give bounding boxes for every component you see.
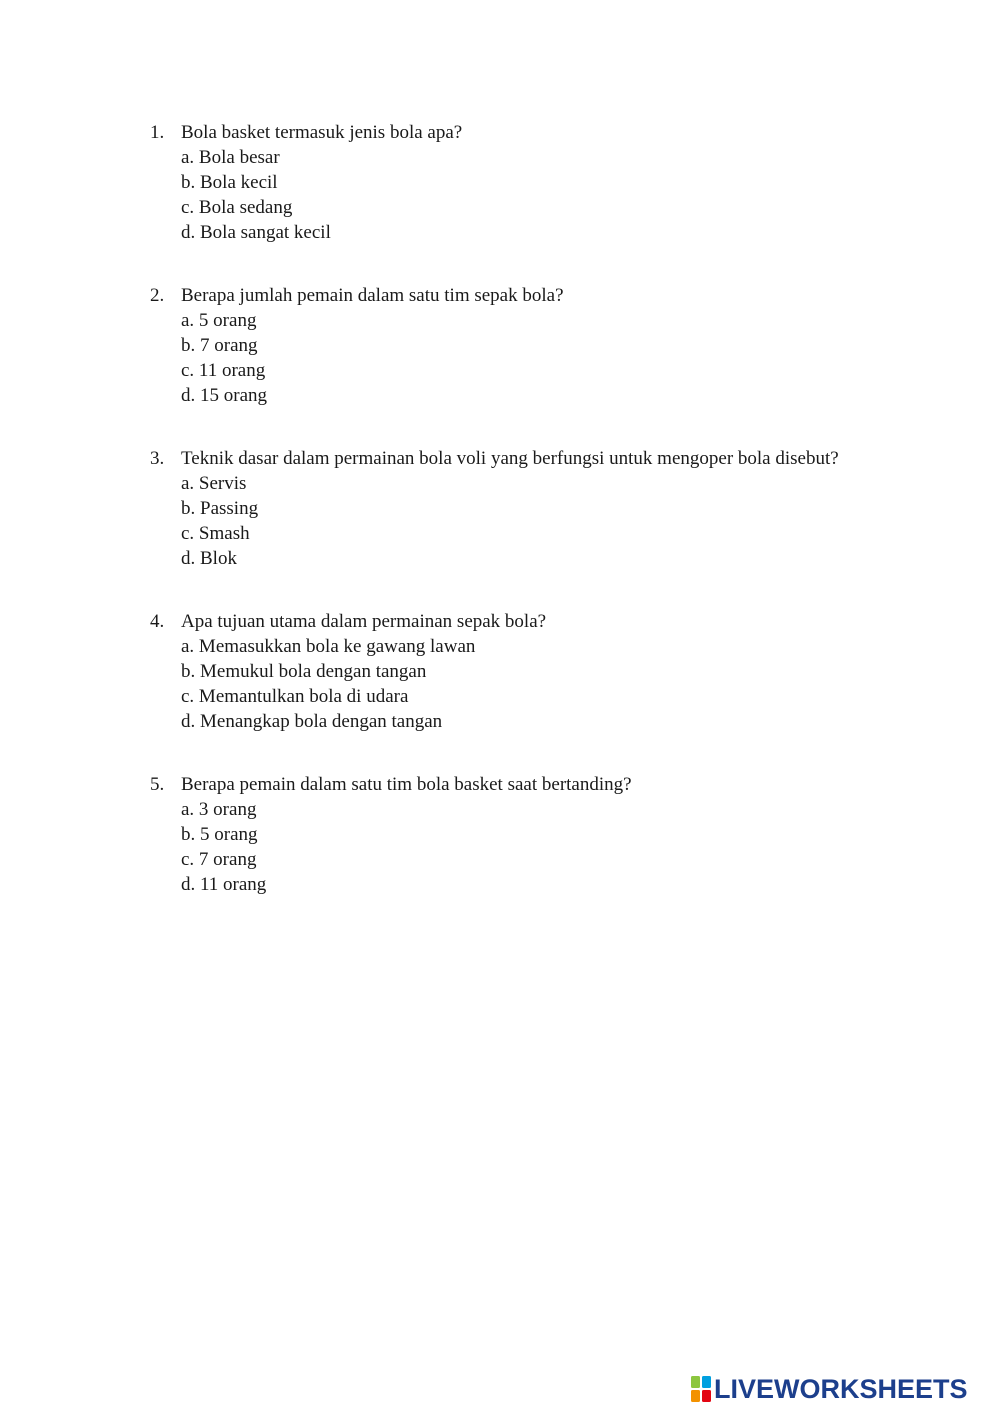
option-b[interactable]: b. Bola kecil: [181, 172, 278, 193]
question-header: [150, 283, 840, 308]
option-b[interactable]: b. 5 orang: [181, 824, 258, 845]
option-list: [150, 634, 840, 734]
question-text: Berapa pemain dalam satu tim bola basket saat bertanding?: [181, 774, 632, 795]
option-b[interactable]: b. Passing: [181, 498, 259, 519]
option-b[interactable]: b. 7 orang: [181, 335, 258, 356]
question-2: [150, 283, 840, 408]
option-d[interactable]: d. 11 orang: [181, 874, 267, 895]
question-3: [150, 446, 840, 571]
option-a[interactable]: a. Bola besar: [181, 147, 280, 168]
option-c[interactable]: c. Memantulkan bola di udara: [181, 686, 409, 707]
question-number: 3.: [150, 448, 165, 469]
liveworksheets-brand[interactable]: [691, 1374, 968, 1404]
option-c[interactable]: c. 7 orang: [181, 849, 257, 870]
option-c[interactable]: c. Bola sedang: [181, 197, 293, 218]
question-4: [150, 609, 840, 734]
option-b[interactable]: b. Memukul bola dengan tangan: [181, 661, 427, 682]
option-list: [150, 797, 840, 897]
option-list: [150, 145, 840, 245]
question-text: Berapa jumlah pemain dalam satu tim sepak bola?: [181, 285, 564, 306]
question-5: [150, 772, 840, 897]
option-c[interactable]: c. 11 orang: [181, 360, 266, 381]
option-d[interactable]: d. 15 orang: [181, 385, 268, 406]
brand-name: LIVEWORKSHEETS: [714, 1374, 968, 1404]
question-text: Bola basket termasuk jenis bola apa?: [181, 122, 463, 143]
option-a[interactable]: a. Servis: [181, 473, 247, 494]
question-header: [150, 446, 840, 471]
option-d[interactable]: d. Bola sangat kecil: [181, 222, 331, 243]
option-list: [150, 471, 840, 571]
question-number: 2.: [150, 285, 165, 306]
option-list: [150, 308, 840, 408]
question-number: 5.: [150, 774, 165, 795]
question-text: Teknik dasar dalam permainan bola voli yang berfungsi untuk mengoper bola disebut?: [181, 448, 839, 469]
question-number: 4.: [150, 611, 165, 632]
question-number: 1.: [150, 122, 165, 143]
option-d[interactable]: d. Blok: [181, 548, 237, 569]
option-d[interactable]: d. Menangkap bola dengan tangan: [181, 711, 443, 732]
question-header: [150, 772, 840, 797]
question-header: [150, 609, 840, 634]
question-1: [150, 120, 840, 245]
option-c[interactable]: c. Smash: [181, 523, 250, 544]
option-a[interactable]: a. 5 orang: [181, 310, 257, 331]
question-header: [150, 120, 840, 145]
question-text: Apa tujuan utama dalam permainan sepak bola?: [181, 611, 547, 632]
option-a[interactable]: a. Memasukkan bola ke gawang lawan: [181, 636, 476, 657]
quiz-list: [150, 120, 840, 935]
option-a[interactable]: a. 3 orang: [181, 799, 257, 820]
liveworksheets-logo-icon: [691, 1376, 711, 1402]
